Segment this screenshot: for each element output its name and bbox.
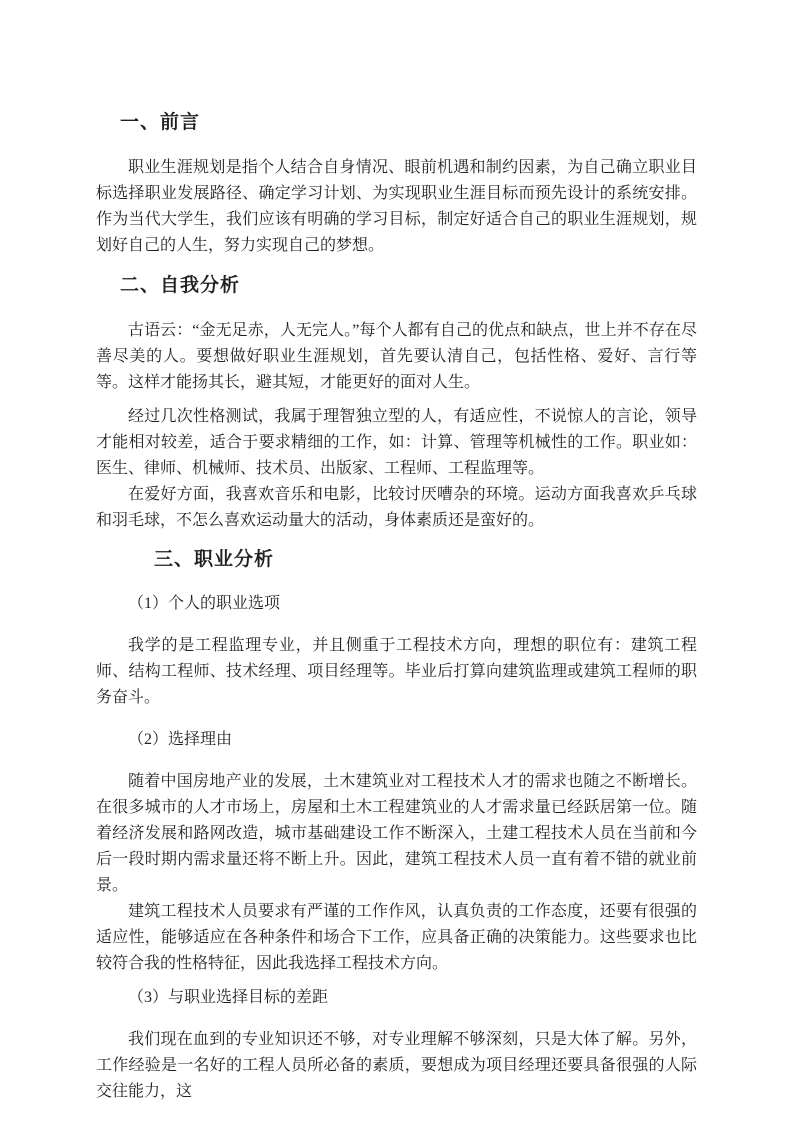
subsection-heading-career-options: （1）个人的职业选项 [128, 595, 281, 612]
paragraph-self-analysis-2: 经过几次性格测试，我属于理智独立型的人，有适应性，不说惊人的言论，领导才能相对较差，适合于要求精细的工作，如：计算、管理等机械性的工作。职业如：医生、律师、机械师、技术员、出版家、工程师、工程监理等。 [96, 408, 697, 477]
subsection-heading-choice-reasons: （2）选择理由 [128, 731, 233, 748]
subsection-heading-gap-to-target: （3）与职业选择目标的差距 [128, 989, 329, 1006]
paragraph-career-options: 我学的是工程监理专业，并且侧重于工程技术方向，理想的职位有：建筑工程师、结构工程师、技术经理、项目经理等。毕业后打算向建筑监理或建筑工程师的职务奋斗。 [96, 637, 697, 706]
section-heading-foreword: 一、前言 [120, 112, 201, 133]
paragraph-self-analysis-1: 古语云：“金无足赤，人无完人。”每个人都有自己的优点和缺点，世上并不存在尽善尽美的人。要想做好职业生涯规划，首先要认清自己，包括性格、爱好、言行等等。这样才能扬其长，避其短，才能更好的面对人生。 [96, 322, 697, 391]
paragraph-choice-reasons-2: 建筑工程技术人员要求有严谨的工作作风，认真负责的工作态度，还要有很强的适应性，能够适应在各种条件和场合下工作，应具备正确的决策能力。这些要求也比较符合我的性格特征，因此我选择工程技术方向。 [96, 903, 697, 972]
section-heading-self-analysis: 二、自我分析 [120, 275, 241, 296]
paragraph-choice-reasons-1: 随着中国房地产业的发展，土木建筑业对工程技术人才的需求也随之不断增长。在很多城市的人才市场上，房屋和土木工程建筑业的人才需求量已经跃居第一位。随着经济发展和路网改造，城市基础建设工作不断深入，土建工程技术人员在当前和今后一段时期内需求量还将不断上升。因此，建筑工程技术人员一直有着不错的就业前景。 [96, 773, 697, 894]
paragraph-self-analysis-3: 在爱好方面，我喜欢音乐和电影，比较讨厌嘈杂的环境。运动方面我喜欢乒乓球和羽毛球，不怎么喜欢运动量大的活动，身体素质还是蛮好的。 [96, 486, 697, 529]
paragraph-gap-to-target: 我们现在血到的专业知识还不够，对专业理解不够深刻，只是大体了解。另外，工作经验是一名好的工程人员所必备的素质，要想成为项目经理还要具备很强的人际交往能力，这 [96, 1031, 697, 1100]
section-heading-career-analysis: 三、职业分析 [154, 549, 275, 570]
paragraph-foreword: 职业生涯规划是指个人结合自身情况、眼前机遇和制约因素，为自己确立职业目标选择职业发展路径、确定学习计划、为实现职业生涯目标而预先设计的系统安排。作为当代大学生，我们应该有明确的学习目标，制定好适合自己的职业生涯规划，规划好自己的人生，努力实现自己的梦想。 [96, 159, 697, 254]
